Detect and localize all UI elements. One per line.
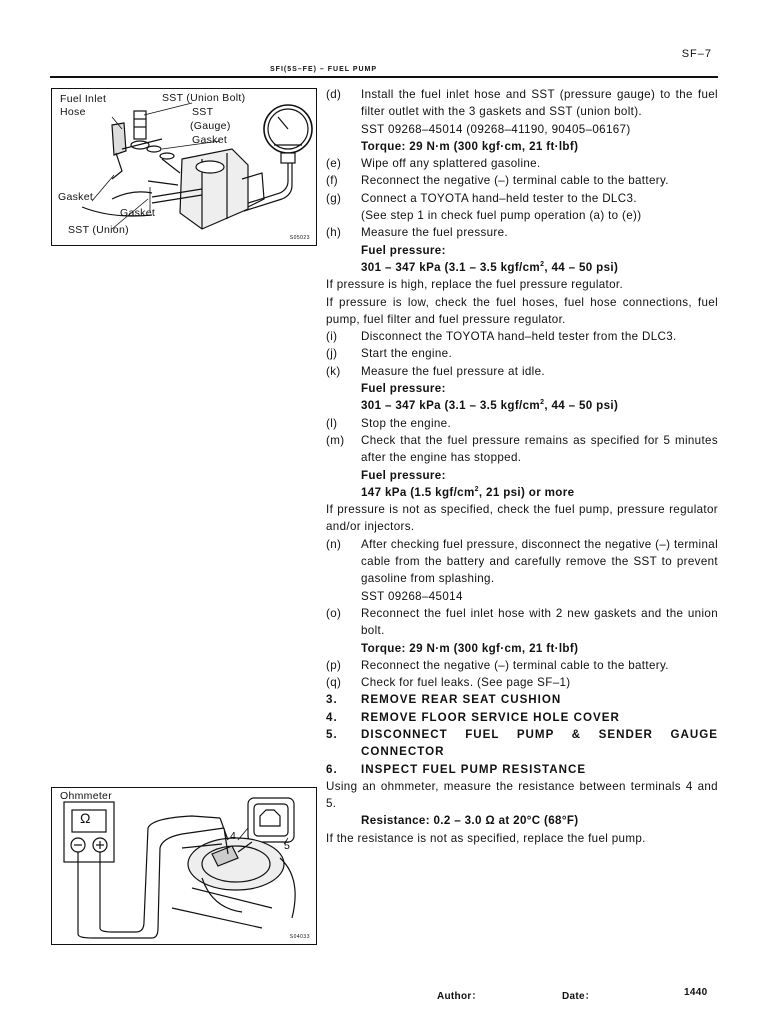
step-j	[326, 345, 718, 362]
fuel-gauge-illustration	[52, 89, 316, 245]
note-not-specified: If pressure is not as specified, check the fuel pump, pressure regulator and/or injectors.	[326, 503, 718, 534]
spec-value-b: , 44 – 50 psi)	[544, 399, 619, 413]
body: Measure the fuel pressure.	[361, 226, 509, 240]
section-header: SFI(5S–FE) – FUEL PUMP	[270, 66, 378, 73]
body: Check that the fuel pressure remains as specified for 5 minutes after the engine has stopped.	[361, 433, 718, 465]
footer-number: 1440	[684, 987, 708, 998]
resistance-instruction: Using an ohmmeter, measure the resistance between terminals 4 and 5.	[326, 779, 718, 811]
body: Reconnect the negative (–) terminal cable to the battery.	[361, 658, 669, 672]
label-terminal-5: 5	[284, 840, 291, 852]
ohm-symbol-icon: Ω	[80, 810, 91, 826]
body: Reconnect the fuel inlet hose with 2 new gaskets and the union bolt.	[361, 606, 718, 638]
step-p	[326, 657, 718, 674]
step-q	[326, 674, 718, 691]
label-hose: Hose	[60, 106, 86, 118]
section-5	[326, 726, 718, 761]
spec-value-a: 301 – 347 kPa (3.1 – 3.5 kgf/cm	[361, 399, 541, 413]
procedure-text	[326, 86, 718, 847]
step-n	[326, 536, 718, 588]
body: Install the fuel inlet hose and SST (pressure gauge) to the fuel filter outlet with the 3 gaskets and SST (union bolt).	[361, 88, 718, 119]
marker: (k)	[326, 364, 341, 378]
marker: (l)	[326, 416, 338, 430]
marker: (g)	[326, 191, 342, 205]
section-title: REMOVE FLOOR SERVICE HOLE COVER	[361, 710, 620, 724]
body: Wipe off any splattered gasoline.	[361, 157, 541, 171]
section-title: DISCONNECT FUEL PUMP & SENDER GAUGE CONNECTOR	[361, 727, 718, 759]
label-sst: SST	[192, 106, 214, 118]
marker: (f)	[326, 174, 338, 188]
section-number: 3.	[326, 693, 338, 707]
marker: (m)	[326, 433, 345, 447]
section-number: 6.	[326, 762, 338, 776]
label-sst-union: SST (Union)	[68, 224, 129, 236]
resistance-spec: Resistance: 0.2 – 3.0 Ω at 20°C (68°F)	[361, 814, 579, 828]
figure-ohmmeter	[51, 787, 317, 945]
spec-value-a: 147 kPa (1.5 kgf/cm	[361, 485, 475, 499]
torque-spec: Torque: 29 N·m (300 kgf·cm, 21 ft·lbf)	[361, 139, 579, 153]
marker: (e)	[326, 157, 342, 171]
body: Reconnect the negative (–) terminal cable to the battery.	[361, 174, 669, 188]
resistance-note: If the resistance is not as specified, replace the fuel pump.	[326, 831, 646, 845]
step-d	[326, 86, 718, 121]
spec-label: Fuel pressure:	[361, 382, 446, 396]
marker: (j)	[326, 347, 338, 361]
sst-number: SST 09268–45014	[361, 589, 463, 603]
label-gasket-bottom: Gasket	[120, 207, 156, 219]
marker: (n)	[326, 537, 342, 551]
figure-fuel-gauge	[51, 88, 317, 246]
step-e	[326, 155, 718, 172]
section-4	[326, 709, 718, 726]
spec-value-b: , 21 psi) or more	[478, 485, 575, 499]
torque-spec: Torque: 29 N·m (300 kgf·cm, 21 ft·lbf)	[361, 641, 579, 655]
label-gasket-left: Gasket	[58, 191, 94, 203]
body: Start the engine.	[361, 347, 453, 361]
label-ohmmeter: Ohmmeter	[60, 790, 112, 802]
spec-value-sup: 2	[540, 261, 545, 269]
note-pressure-low: If pressure is low, check the fuel hoses, fuel hose connections, fuel pump, fuel filter and fuel pressure regulator.	[326, 295, 718, 326]
figure-code: S04033	[289, 934, 310, 940]
body: After checking fuel pressure, disconnect the negative (–) terminal cable from the battery and carefully remove the SST to prevent gasoline from splashing.	[361, 537, 718, 586]
spec-value-a: 301 – 347 kPa (3.1 – 3.5 kgf/cm	[361, 260, 541, 274]
marker: (d)	[326, 88, 342, 101]
label-sst-union-bolt: SST (Union Bolt)	[162, 92, 246, 104]
step-o	[326, 605, 718, 640]
step-m	[326, 432, 718, 467]
footer-date: Date：	[562, 991, 596, 1002]
note-pressure-high: If pressure is high, replace the fuel pressure regulator.	[326, 278, 624, 292]
section-3	[326, 691, 718, 708]
step-g-note: (See step 1 in check fuel pump operation (a) to (e))	[361, 209, 642, 223]
step-f	[326, 172, 718, 189]
section-number: 5.	[326, 727, 338, 741]
body: Disconnect the TOYOTA hand–held tester from the DLC3.	[361, 330, 677, 344]
label-fuel-inlet: Fuel Inlet	[60, 93, 107, 105]
spec-label: Fuel pressure:	[361, 468, 446, 482]
body: Check for fuel leaks. (See page SF–1)	[361, 676, 571, 690]
footer-author: Author：	[437, 991, 482, 1002]
section-title: REMOVE REAR SEAT CUSHION	[361, 693, 562, 707]
spec-value	[326, 259, 718, 276]
body: Connect a TOYOTA hand–held tester to the DLC3.	[361, 191, 637, 205]
label-terminal-4: 4	[230, 830, 237, 842]
spec-value	[326, 484, 718, 501]
figure-code: S05023	[289, 235, 310, 241]
marker: (q)	[326, 676, 342, 690]
step-h	[326, 224, 718, 241]
marker: (i)	[326, 330, 338, 344]
label-gasket-top: Gasket	[192, 134, 228, 146]
header-rule	[50, 76, 718, 78]
body: Stop the engine.	[361, 416, 452, 430]
label-gauge: (Gauge)	[190, 120, 231, 132]
ohmmeter-illustration	[52, 788, 316, 944]
section-number: 4.	[326, 710, 338, 724]
marker: (h)	[326, 226, 342, 240]
step-k	[326, 363, 718, 380]
spec-value-sup: 2	[474, 485, 479, 493]
spec-label: Fuel pressure:	[361, 243, 446, 257]
spec-value-b: , 44 – 50 psi)	[544, 260, 619, 274]
step-g	[326, 190, 718, 207]
page-number: SF–7	[681, 48, 712, 60]
body: Measure the fuel pressure at idle.	[361, 364, 545, 378]
step-l	[326, 415, 718, 432]
step-i	[326, 328, 718, 345]
marker: (p)	[326, 658, 342, 672]
spec-value	[326, 397, 718, 414]
spec-value-sup: 2	[540, 399, 545, 407]
section-title: INSPECT FUEL PUMP RESISTANCE	[361, 762, 587, 776]
marker: (o)	[326, 606, 342, 620]
sst-number: SST 09268–45014 (09268–41190, 90405–06167)	[361, 122, 631, 136]
section-6	[326, 761, 718, 778]
